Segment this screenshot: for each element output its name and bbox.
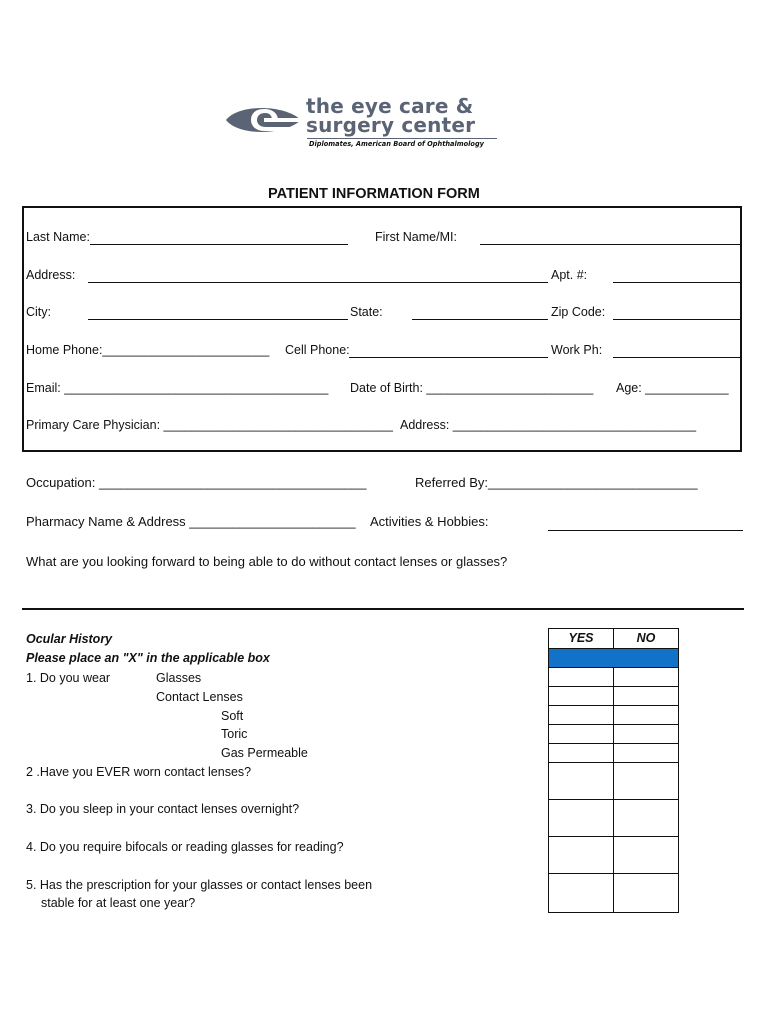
work-phone-label: Work Ph: [551,343,603,357]
zip-label: Zip Code: [551,305,606,319]
dob-field[interactable]: Date of Birth: ________________________ [350,381,594,395]
q5-label: 5. Has the prescription for your glasses or contact lenses been [26,878,373,892]
toric-label: Toric [221,727,248,741]
first-name-field[interactable] [480,244,742,245]
glasses-yes-box[interactable] [548,667,614,687]
toric-yes-box[interactable] [548,724,614,744]
occupation-field[interactable]: Occupation: _____________________________________ [26,475,367,490]
state-label: State: [350,305,383,319]
q5-label-cont: stable for at least one year? [41,896,196,910]
zip-field[interactable] [613,319,742,320]
home-phone-field[interactable]: Home Phone:________________________ [26,343,270,357]
activities-field[interactable] [548,530,743,531]
yes-header: YES [548,628,614,649]
work-phone-field[interactable] [613,357,742,358]
soft-label: Soft [221,709,244,723]
soft-yes-box[interactable] [548,705,614,725]
pcp-field[interactable]: Primary Care Physician: _________________________________ [26,418,393,432]
contacts-no-box[interactable] [613,686,679,706]
city-field[interactable] [88,319,348,320]
page-title: PATIENT INFORMATION FORM [268,186,480,202]
q2-no-box[interactable] [613,762,679,800]
activities-label: Activities & Hobbies: [370,514,489,529]
soft-no-box[interactable] [613,705,679,725]
apt-field[interactable] [613,282,742,283]
ocular-heading: Ocular History [26,632,113,646]
contacts-label: Contact Lenses [156,690,243,704]
cell-phone-field[interactable] [349,357,548,358]
contacts-yes-box[interactable] [548,686,614,706]
address-label: Address: [26,268,76,282]
q4-yes-box[interactable] [548,836,614,874]
age-field[interactable]: Age: ____________ [616,381,729,395]
pharmacy-field[interactable]: Pharmacy Name & Address _______________________ [26,514,356,529]
q4-no-box[interactable] [613,836,679,874]
referred-by-field[interactable]: Referred By:_____________________________ [415,475,698,490]
state-field[interactable] [412,319,548,320]
logo-divider [307,138,497,139]
gas-no-box[interactable] [613,743,679,763]
last-name-label: Last Name: [26,230,90,244]
no-header: NO [613,628,679,649]
gas-permeable-label: Gas Permeable [221,746,308,760]
first-name-label: First Name/MI: [375,230,457,244]
glasses-no-box[interactable] [613,667,679,687]
logo-line1: the eye care & [306,94,474,118]
ocular-instruction: Please place an "X" in the applicable box [26,651,270,665]
last-name-field[interactable] [90,244,348,245]
q2-yes-box[interactable] [548,762,614,800]
answer-line[interactable] [22,608,744,610]
apt-label: Apt. #: [551,268,588,282]
q3-no-box[interactable] [613,799,679,837]
q5-no-box[interactable] [613,873,679,913]
pcp-address-field[interactable]: Address: ___________________________________ [400,418,697,432]
q5-yes-box[interactable] [548,873,614,913]
cell-phone-label: Cell Phone: [285,343,350,357]
toric-no-box[interactable] [613,724,679,744]
q2-label: 2 .Have you EVER worn contact lenses? [26,765,252,779]
logo-line2: surgery center [306,113,476,137]
eye-logo-icon [224,101,304,139]
logo-tagline: Diplomates, American Board of Ophthalmology [309,140,484,148]
email-field[interactable]: Email: ______________________________________ [26,381,329,395]
glasses-label: Glasses [156,671,202,685]
goal-question: What are you looking forward to being able to do without contact lenses or glasses? [26,554,508,569]
gas-yes-box[interactable] [548,743,614,763]
q4-label: 4. Do you require bifocals or reading glasses for reading? [26,840,344,854]
blue-band [548,648,679,668]
q3-label: 3. Do you sleep in your contact lenses overnight? [26,802,300,816]
q1-label: 1. Do you wear [26,671,111,685]
q3-yes-box[interactable] [548,799,614,837]
city-label: City: [26,305,51,319]
address-field[interactable] [88,282,548,283]
